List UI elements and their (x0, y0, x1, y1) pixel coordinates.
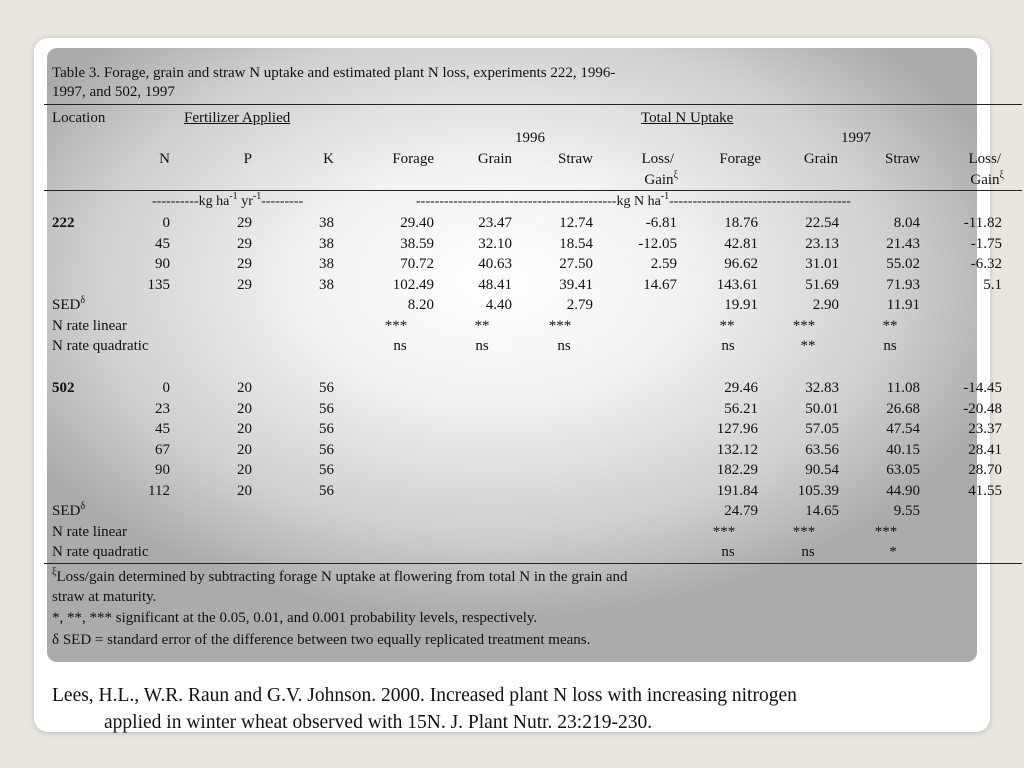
footnote-significance: *, **, *** significant at the 0.05, 0.01, and 0.001 probability levels, respectively. (52, 610, 538, 626)
table-cell: 48.41 (478, 276, 512, 293)
header-p: P (243, 151, 252, 167)
header-gain-1996: Gain$^\xi$ (644, 170, 678, 188)
table-cell: 23 (155, 400, 170, 417)
table-cell: 56.21 (724, 400, 758, 417)
sed-value: 14.65 (805, 503, 839, 519)
significance-mark: *** (792, 317, 816, 334)
table-cell: 29 (237, 276, 252, 293)
n-rate-linear-label-502: N rate linear (52, 523, 127, 540)
table-cell: 56 (319, 400, 334, 417)
significance-mark: ns (557, 338, 571, 354)
table-cell: 38.59 (400, 235, 434, 252)
table-cell: 32.10 (478, 235, 512, 252)
table-cell: 29.46 (724, 380, 758, 396)
table-cell: 40.15 (886, 441, 920, 458)
table-cell: 11.08 (886, 380, 920, 396)
significance-mark: *** (384, 317, 408, 334)
table-cell: 90 (155, 256, 170, 272)
table-cell: 20 (237, 421, 252, 437)
table-cell: 90.54 (805, 462, 839, 478)
sed-value: 8.20 (407, 297, 434, 313)
significance-mark: ns (883, 338, 897, 354)
table-cell: 38 (319, 256, 334, 272)
exp-222-label: 222 (52, 215, 75, 231)
sed-value: 4.40 (485, 297, 512, 313)
significance-mark: ns (801, 544, 815, 560)
table-cell: 182.29 (716, 462, 758, 478)
header-year-1997: 1997 (841, 130, 871, 146)
table-cell: 45 (155, 235, 170, 252)
significance-mark: ** (882, 317, 898, 334)
table-cell: 132.12 (716, 441, 758, 458)
header-loss-1996: Loss/ (641, 151, 674, 167)
n-rate-quadratic-label-502: N rate quadratic (52, 544, 149, 560)
significance-mark: ns (393, 338, 407, 354)
table-cell: 20 (237, 400, 252, 417)
header-fertilizer-applied: Fertilizer Applied (184, 110, 291, 126)
table-cell: 27.50 (559, 256, 593, 272)
table-cell: 63.56 (805, 441, 839, 458)
table-cell: 26.68 (886, 400, 920, 417)
table-cell: 57.05 (805, 421, 839, 437)
table-cell: 38 (319, 276, 334, 293)
table-cell: 51.69 (805, 276, 839, 293)
significance-mark: * (889, 544, 897, 560)
citation (52, 682, 972, 736)
table-cell: 38 (319, 235, 334, 252)
table-cell: 20 (237, 462, 252, 478)
table-cell: 32.83 (805, 380, 839, 396)
table-cell: 21.43 (886, 235, 920, 252)
table-cell: 67 (155, 441, 170, 458)
table-cell: 0 (162, 215, 170, 231)
units-fertilizer: ----------kg $ha^{-1}$ $yr^{-1}---------$ (152, 191, 304, 209)
significance-mark: ns (721, 338, 735, 354)
sed-label-502: $SED^\delta$ (52, 501, 86, 519)
header-loss-1997: Loss/ (968, 151, 1001, 167)
table-cell: 56 (319, 441, 334, 458)
table-cell: -12.05 (638, 235, 677, 252)
table-cell: 56 (319, 462, 334, 478)
table-cell: 63.05 (886, 462, 920, 478)
citation-line1: Lees, H.L., W.R. Raun and G.V. Johnson. 2000. Increased plant N loss with increasing nitrogen (52, 685, 797, 706)
sed-value: 24.79 (724, 503, 758, 519)
table-cell: 12.74 (559, 215, 593, 231)
table-cell: 112 (148, 482, 170, 499)
significance-mark: ns (475, 338, 489, 354)
table-cell: 22.54 (805, 215, 839, 231)
table-cell: 28.70 (968, 462, 1002, 478)
table-cell: 127.96 (716, 421, 758, 437)
header-year-1996: 1996 (515, 130, 545, 146)
citation-line2: applied in winter wheat observed with 15N. J. Plant Nutr. 23:219-230. (104, 712, 653, 733)
header-straw-1997: Straw (885, 151, 920, 167)
table-cell: 50.01 (805, 400, 839, 417)
header-grain-1997: Grain (803, 151, 838, 167)
table-cell: 8.04 (893, 215, 920, 231)
table-cell: 56 (319, 482, 334, 499)
table-cell: 38 (319, 215, 334, 231)
header-forage-1996: Forage (392, 151, 434, 167)
significance-mark: *** (792, 523, 816, 540)
table-cell: 20 (237, 380, 252, 396)
header-gain-1997: Gain$^\xi$ (970, 170, 1004, 188)
table-cell: 2.59 (650, 256, 677, 272)
table-cell: 135 (147, 276, 170, 293)
table-cell: 29 (237, 256, 252, 272)
units-uptake: -------------------------------------------kg N $ha^{-1}---------------------------------------$ (416, 191, 851, 209)
header-forage-1997: Forage (719, 151, 761, 167)
table-cell: 23.13 (805, 235, 839, 252)
table-cell: 31.01 (805, 256, 839, 272)
n-rate-linear-label-222: N rate linear (52, 317, 127, 334)
sed-label-222: $SED^\delta$ (52, 295, 86, 313)
table-cell: 23.47 (478, 215, 512, 231)
footnote-loss-gain-line2: straw at maturity. (52, 589, 157, 605)
table-cell: 45 (155, 421, 170, 437)
table-caption-line1: Table 3. Forage, grain and straw N uptake and estimated plant N loss, experiments 222, 1996- (52, 65, 616, 81)
significance-mark: *** (548, 317, 572, 334)
significance-mark: ** (719, 317, 735, 334)
table-cell: 102.49 (392, 276, 434, 293)
significance-mark: ** (800, 338, 816, 354)
table-cell: 41.55 (968, 482, 1002, 499)
table-cell: 20 (237, 482, 252, 499)
table-cell: -6.81 (645, 215, 677, 231)
n-rate-quadratic-label-222: N rate quadratic (52, 338, 149, 354)
sed-value: 19.91 (724, 297, 758, 313)
table-cell: 47.54 (886, 421, 920, 437)
header-location: Location (52, 110, 106, 126)
table-cell: 14.67 (643, 276, 677, 293)
table-cell: -14.45 (963, 380, 1002, 396)
significance-mark: *** (874, 523, 898, 540)
table-cell: 5.1 (983, 276, 1002, 293)
table-cell: 29.40 (400, 215, 434, 231)
table-bottom-rule (44, 563, 1022, 564)
table-cell: 20 (237, 441, 252, 458)
table-cell: 70.72 (400, 256, 434, 272)
table-cell: 42.81 (724, 235, 758, 252)
table-cell: 28.41 (968, 441, 1002, 458)
significance-mark: ** (474, 317, 490, 334)
significance-mark: *** (712, 523, 736, 540)
table-cell: 90 (155, 462, 170, 478)
sed-value: 2.79 (566, 297, 593, 313)
header-n: N (159, 151, 170, 167)
header-rule (44, 190, 1022, 191)
table-cell: 56 (319, 421, 334, 437)
table-cell: 23.37 (968, 421, 1002, 437)
table-cell: 40.63 (478, 256, 512, 272)
table-cell: 71.93 (886, 276, 920, 293)
table-cell: 18.54 (559, 235, 593, 252)
footnote-sed: δ SED = standard error of the difference between two equally replicated treatment means. (52, 632, 591, 648)
table-cell: 0 (162, 380, 170, 396)
table-cell: -6.32 (970, 256, 1002, 272)
table-cell: -1.75 (970, 235, 1002, 252)
table-cell: -20.48 (963, 400, 1002, 417)
sed-value: 9.55 (893, 503, 920, 519)
table-cell: 105.39 (797, 482, 839, 499)
table-cell: 143.61 (716, 276, 758, 293)
table-cell: -11.82 (963, 215, 1002, 231)
table-cell: 96.62 (724, 256, 758, 272)
significance-mark: ns (721, 544, 735, 560)
table-cell: 39.41 (559, 276, 593, 293)
sed-value: 11.91 (886, 297, 920, 313)
table-cell: 44.90 (886, 482, 920, 499)
table-caption-line2: 1997, and 502, 1997 (52, 84, 175, 100)
header-grain-1996: Grain (477, 151, 512, 167)
sed-value: 2.90 (812, 297, 839, 313)
table-cell: 18.76 (724, 215, 758, 231)
header-total-n-uptake: Total N Uptake (641, 110, 734, 126)
footnote-loss-gain-line1: $^\xi$Loss/gain determined by subtracting forage N uptake at flowering from total N in the grain and (52, 567, 628, 585)
table-cell: 55.02 (886, 256, 920, 272)
table-cell: 29 (237, 235, 252, 252)
exp-502-label: 502 (52, 380, 75, 396)
header-straw-1996: Straw (558, 151, 593, 167)
table-cell: 191.84 (716, 482, 758, 499)
table-top-rule (44, 104, 1022, 105)
header-k: K (323, 151, 334, 167)
table-cell: 29 (237, 215, 252, 231)
table-cell: 56 (319, 380, 334, 396)
